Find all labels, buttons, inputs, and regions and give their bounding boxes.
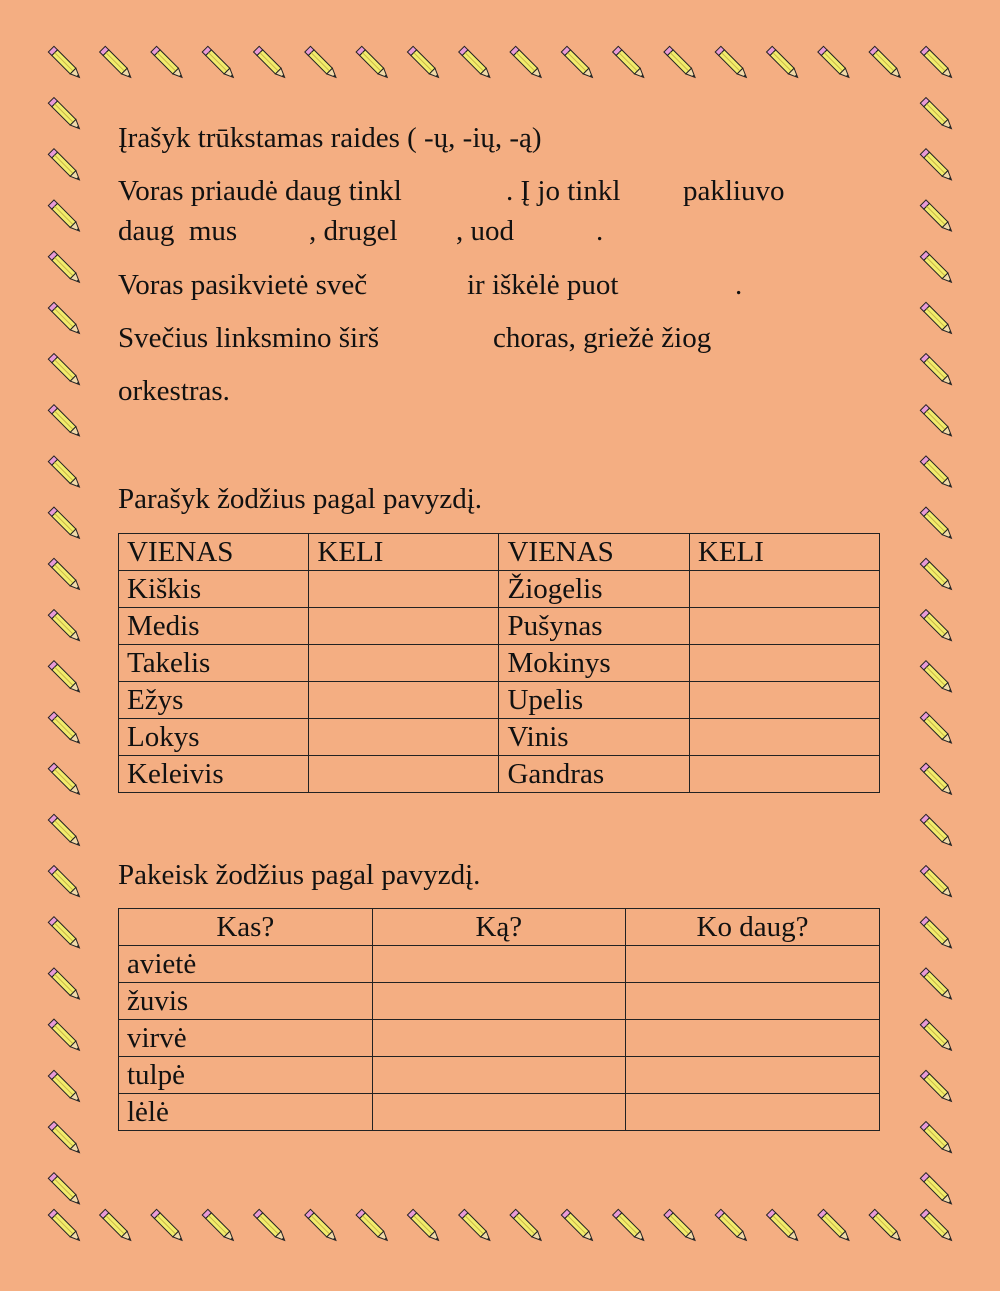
pencil-icon — [459, 46, 493, 80]
pencil-icon — [920, 1070, 954, 1104]
pencil-icon — [869, 46, 903, 80]
word-cell: Keleivis — [119, 756, 309, 793]
pencil-icon — [920, 200, 954, 234]
header-cell: Ko daug? — [626, 909, 880, 946]
header-cell: Kas? — [119, 909, 373, 946]
pencil-icon — [920, 302, 954, 336]
pencil-icon — [254, 46, 288, 80]
answer-cell[interactable] — [689, 571, 879, 608]
pencil-icon — [459, 1209, 493, 1243]
pencil-icon — [305, 1209, 339, 1243]
pencil-icon — [48, 251, 82, 285]
word-cell: Vinis — [499, 719, 689, 756]
pencil-icon — [48, 302, 82, 336]
pencil-icon — [356, 46, 390, 80]
table-row — [119, 983, 880, 1020]
pencil-icon — [48, 763, 82, 797]
answer-cell[interactable] — [372, 1057, 625, 1094]
pencil-icon — [920, 661, 954, 695]
sentence-part: , drugel — [309, 215, 398, 247]
pencil-icon — [613, 1209, 647, 1243]
pencil-icon — [100, 46, 134, 80]
header-cell: KELI — [689, 534, 879, 571]
pencil-icon — [48, 1070, 82, 1104]
sentence-part: pakliuvo — [683, 175, 785, 207]
pencil-icon — [48, 456, 82, 490]
pencil-icon — [254, 1209, 288, 1243]
pencil-icon — [48, 558, 82, 592]
pencil-icon — [151, 46, 185, 80]
pencil-icon — [920, 1173, 954, 1207]
answer-cell[interactable] — [372, 946, 625, 983]
sentence-part: . — [596, 215, 604, 247]
sentence-part: Voras pasikvietė sveč — [118, 269, 368, 301]
word-cell: lėlė — [119, 1094, 373, 1131]
table-row — [119, 682, 880, 719]
pencil-icon — [407, 1209, 441, 1243]
pencil-icon — [202, 46, 236, 80]
pencil-icon — [561, 1209, 595, 1243]
pencil-icon — [920, 558, 954, 592]
case-forms-table — [118, 908, 880, 1131]
pencil-icon — [664, 1209, 698, 1243]
pencil-icon — [48, 149, 82, 183]
pencil-icon — [48, 661, 82, 695]
sentence-part: daug mus — [118, 215, 238, 247]
pencil-icon — [48, 814, 82, 848]
answer-cell[interactable] — [309, 682, 499, 719]
table-row — [119, 946, 880, 983]
word-cell: Ežys — [119, 682, 309, 719]
pencil-icon — [48, 610, 82, 644]
table-row — [119, 608, 880, 645]
pencil-icon — [151, 1209, 185, 1243]
pencil-icon — [356, 1209, 390, 1243]
answer-cell[interactable] — [372, 1020, 625, 1057]
answer-cell[interactable] — [626, 1057, 880, 1094]
word-cell: avietė — [119, 946, 373, 983]
pencil-icon — [920, 98, 954, 132]
pencil-icon — [48, 917, 82, 951]
header-cell: VIENAS — [499, 534, 689, 571]
pencil-icon — [407, 46, 441, 80]
pencil-icon — [818, 46, 852, 80]
pencil-icon — [920, 149, 954, 183]
answer-cell[interactable] — [626, 1020, 880, 1057]
pencil-icon — [920, 251, 954, 285]
pencil-icon — [510, 46, 544, 80]
pencil-icon — [869, 1209, 903, 1243]
table-row — [119, 719, 880, 756]
pencil-icon — [715, 46, 749, 80]
sentence-part: choras, griežė žiog — [493, 322, 712, 354]
pencil-icon — [48, 200, 82, 234]
pencil-icon — [920, 1209, 954, 1243]
word-cell: žuvis — [119, 983, 373, 1020]
pencil-icon — [920, 1019, 954, 1053]
word-cell: Lokys — [119, 719, 309, 756]
pencil-icon — [920, 712, 954, 746]
word-cell: Mokinys — [499, 645, 689, 682]
answer-cell[interactable] — [689, 682, 879, 719]
pencil-icon — [920, 968, 954, 1002]
answer-cell[interactable] — [372, 983, 625, 1020]
table-row — [119, 1020, 880, 1057]
pencil-icon — [48, 1173, 82, 1207]
pencil-icon — [920, 814, 954, 848]
header-cell: Ką? — [372, 909, 625, 946]
answer-cell[interactable] — [626, 983, 880, 1020]
pencil-icon — [920, 46, 954, 80]
pencil-icon — [613, 46, 647, 80]
word-cell: Gandras — [499, 756, 689, 793]
table-row — [119, 645, 880, 682]
answer-cell[interactable] — [309, 571, 499, 608]
table-row — [119, 1094, 880, 1131]
header-cell: VIENAS — [119, 534, 309, 571]
pencil-icon — [920, 917, 954, 951]
pencil-icon — [48, 1209, 82, 1243]
pencil-icon — [202, 1209, 236, 1243]
answer-cell[interactable] — [309, 645, 499, 682]
word-cell: Medis — [119, 608, 309, 645]
pencil-icon — [920, 763, 954, 797]
pencil-icon — [48, 1122, 82, 1156]
word-cell: Takelis — [119, 645, 309, 682]
word-cell: Upelis — [499, 682, 689, 719]
pencil-icon — [48, 968, 82, 1002]
answer-cell[interactable] — [689, 608, 879, 645]
word-cell: Kiškis — [119, 571, 309, 608]
answer-cell[interactable] — [309, 719, 499, 756]
sentence-part: . Į jo tinkl — [506, 175, 621, 207]
pencil-icon — [920, 507, 954, 541]
pencil-icon — [920, 1122, 954, 1156]
pencil-icon — [767, 1209, 801, 1243]
answer-cell[interactable] — [309, 756, 499, 793]
pencil-icon — [561, 46, 595, 80]
pencil-icon — [920, 456, 954, 490]
table-row — [119, 1057, 880, 1094]
table-row — [119, 571, 880, 608]
exercise3-instruction: Pakeisk žodžius pagal pavyzdį. — [118, 859, 481, 891]
pencil-icon — [100, 1209, 134, 1243]
pencil-icon — [48, 98, 82, 132]
sentence-part: , uod — [456, 215, 514, 247]
table-header-row — [119, 534, 880, 571]
pencil-icon — [818, 1209, 852, 1243]
word-cell: tulpė — [119, 1057, 373, 1094]
answer-cell[interactable] — [309, 608, 499, 645]
answer-cell[interactable] — [689, 645, 879, 682]
table-row — [119, 756, 880, 793]
pencil-icon — [664, 46, 698, 80]
pencil-icon — [48, 712, 82, 746]
sentence-part: . — [735, 269, 743, 301]
pencil-icon — [715, 1209, 749, 1243]
sentence-part: Svečius linksmino širš — [118, 322, 380, 354]
pencil-icon — [920, 354, 954, 388]
answer-cell[interactable] — [626, 1094, 880, 1131]
pencil-icon — [48, 1019, 82, 1053]
word-cell: virvė — [119, 1020, 373, 1057]
answer-cell[interactable] — [372, 1094, 625, 1131]
pencil-icon — [767, 46, 801, 80]
pencil-icon — [48, 46, 82, 80]
pencil-icon — [48, 866, 82, 900]
answer-cell[interactable] — [689, 719, 879, 756]
sentence-part: ir iškėlė puot — [467, 269, 619, 301]
pencil-icon — [510, 1209, 544, 1243]
table-header-row — [119, 909, 880, 946]
pencil-icon — [48, 405, 82, 439]
answer-cell[interactable] — [626, 946, 880, 983]
sentence-part: Voras priaudė daug tinkl — [118, 175, 402, 207]
pencil-icon — [920, 610, 954, 644]
pencil-icon — [920, 405, 954, 439]
exercise2-instruction: Parašyk žodžius pagal pavyzdį. — [118, 483, 483, 515]
pencil-icon — [48, 507, 82, 541]
word-cell: Žiogelis — [499, 571, 689, 608]
word-cell: Pušynas — [499, 608, 689, 645]
singular-plural-table — [118, 533, 880, 793]
header-cell: KELI — [309, 534, 499, 571]
answer-cell[interactable] — [689, 756, 879, 793]
exercise1-instruction: Įrašyk trūkstamas raides ( -ų, -ių, -ą) — [118, 122, 542, 154]
pencil-icon — [48, 354, 82, 388]
pencil-icon — [305, 46, 339, 80]
sentence-part: orkestras. — [118, 375, 230, 407]
pencil-icon — [920, 866, 954, 900]
